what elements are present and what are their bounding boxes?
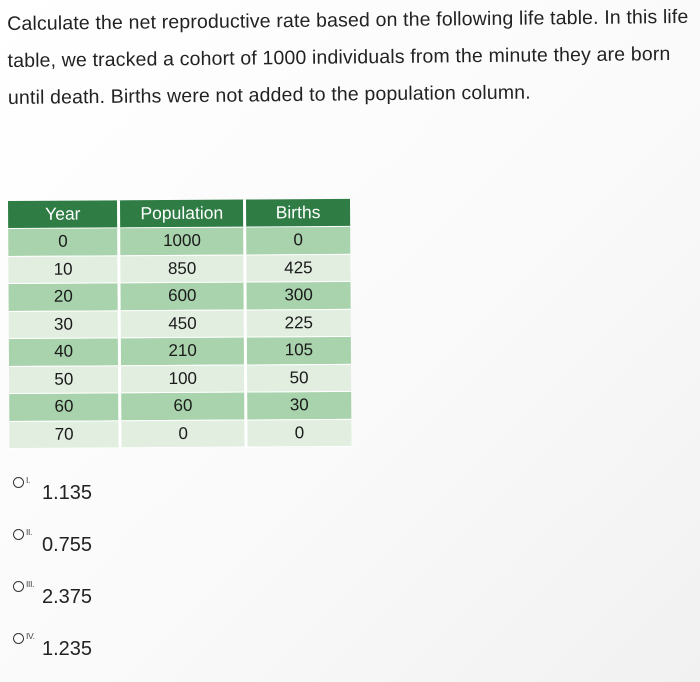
option-numeral: IV. — [26, 631, 35, 641]
radio-button-option-2[interactable] — [13, 529, 24, 540]
cell-population: 850 — [119, 255, 245, 283]
cell-population: 1000 — [119, 227, 245, 255]
cell-population: 0 — [120, 420, 246, 448]
cell-year: 30 — [9, 310, 120, 338]
table-row — [8, 226, 350, 256]
radio-button-option-4[interactable] — [13, 633, 24, 644]
header-population: Population — [119, 200, 245, 228]
header-year: Year — [8, 200, 119, 228]
option-label: 1.135 — [42, 482, 93, 504]
cell-births: 425 — [245, 254, 351, 282]
cell-births: 0 — [245, 226, 351, 254]
cell-population: 210 — [120, 337, 246, 365]
header-births: Births — [245, 199, 351, 227]
cell-year: 50 — [9, 365, 120, 393]
option-numeral: III. — [26, 579, 35, 589]
cell-population: 450 — [120, 310, 246, 338]
radio-button-option-1[interactable] — [13, 477, 24, 488]
cell-year: 20 — [9, 283, 120, 311]
option-label: 0.755 — [42, 534, 93, 556]
cell-population: 60 — [120, 392, 246, 420]
option-1[interactable] — [13, 470, 213, 522]
cell-births: 30 — [246, 391, 352, 419]
question-text: Calculate the net reproductive rate based on the following life table. In this life table, we tracked a cohort of 1000 individuals from the minute they are born until death. Births were not added to the population column. — [7, 5, 689, 109]
cell-year: 0 — [8, 228, 119, 256]
life-table — [8, 199, 352, 449]
option-3[interactable] — [13, 574, 213, 626]
cell-year: 40 — [9, 338, 120, 366]
option-4[interactable] — [13, 626, 213, 678]
radio-button-option-3[interactable] — [13, 581, 24, 592]
cell-births: 0 — [246, 419, 352, 447]
answer-options — [13, 470, 213, 678]
table-row — [9, 391, 351, 421]
option-2[interactable] — [13, 522, 213, 574]
cell-year: 10 — [8, 255, 119, 283]
cell-population: 100 — [120, 365, 246, 393]
life-table-container — [8, 199, 352, 449]
cell-births: 300 — [245, 281, 351, 309]
table-row — [9, 309, 351, 339]
table-row — [8, 254, 350, 284]
option-label: 2.375 — [42, 586, 93, 608]
cell-births: 225 — [245, 309, 351, 337]
cell-births: 50 — [246, 364, 352, 392]
option-numeral: I. — [26, 475, 31, 485]
table-row — [9, 419, 351, 449]
cell-population: 600 — [119, 282, 245, 310]
cell-year: 70 — [9, 420, 120, 448]
option-label: 1.235 — [42, 638, 93, 660]
table-row — [9, 364, 351, 394]
table-header-row — [8, 199, 350, 229]
cell-births: 105 — [245, 336, 351, 364]
table-row — [9, 336, 351, 366]
cell-year: 60 — [9, 393, 120, 421]
table-row — [9, 281, 351, 311]
option-numeral: II. — [26, 527, 33, 537]
